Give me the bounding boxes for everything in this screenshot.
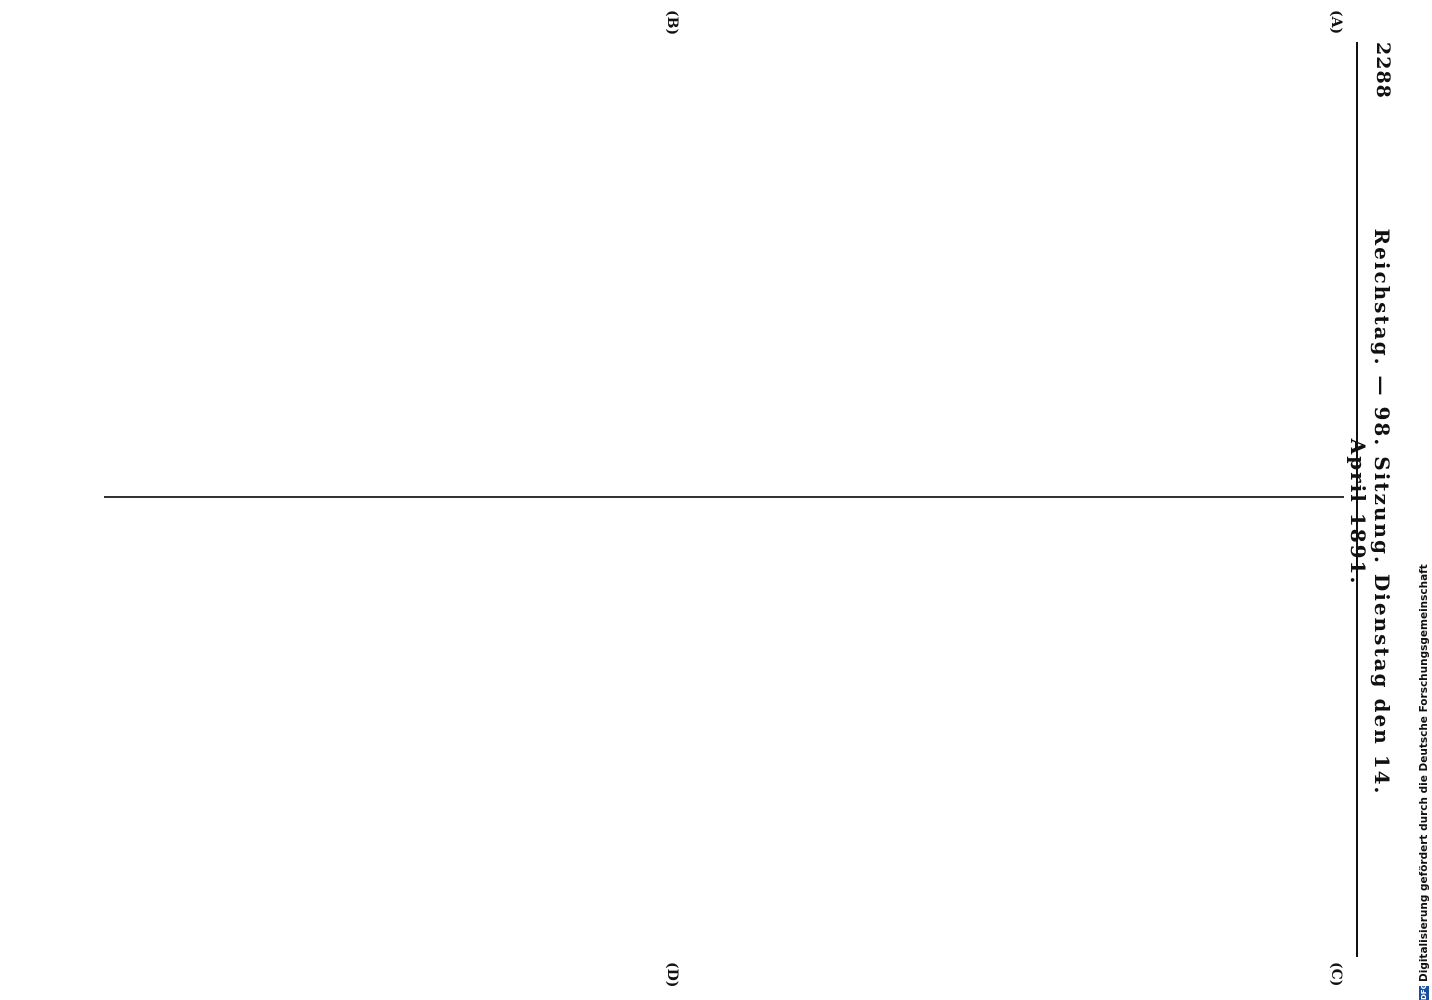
page-header [1346,42,1402,957]
text-column-left [104,40,1344,488]
text-column-right [104,512,1344,960]
digitization-credit [1418,564,1430,1000]
margin-mark-d: (D) [664,962,680,988]
credit-text: Digitalisierung gefördert durch die Deutsche Forschungsgemeinschaft [1418,564,1430,982]
margin-mark-c: (C) [1328,962,1344,987]
margin-mark-b: (B) [664,10,680,36]
page-number: 2288 [1372,42,1394,99]
running-title: Reichstag. — 98. Sitzung. Dienstag den 14. April 1891. [1346,228,1394,796]
margin-mark-a: (A) [1328,10,1344,35]
column-divider [104,496,1344,498]
document-page [80,0,1410,988]
dfg-logo-icon: DFG [1420,983,1428,1000]
